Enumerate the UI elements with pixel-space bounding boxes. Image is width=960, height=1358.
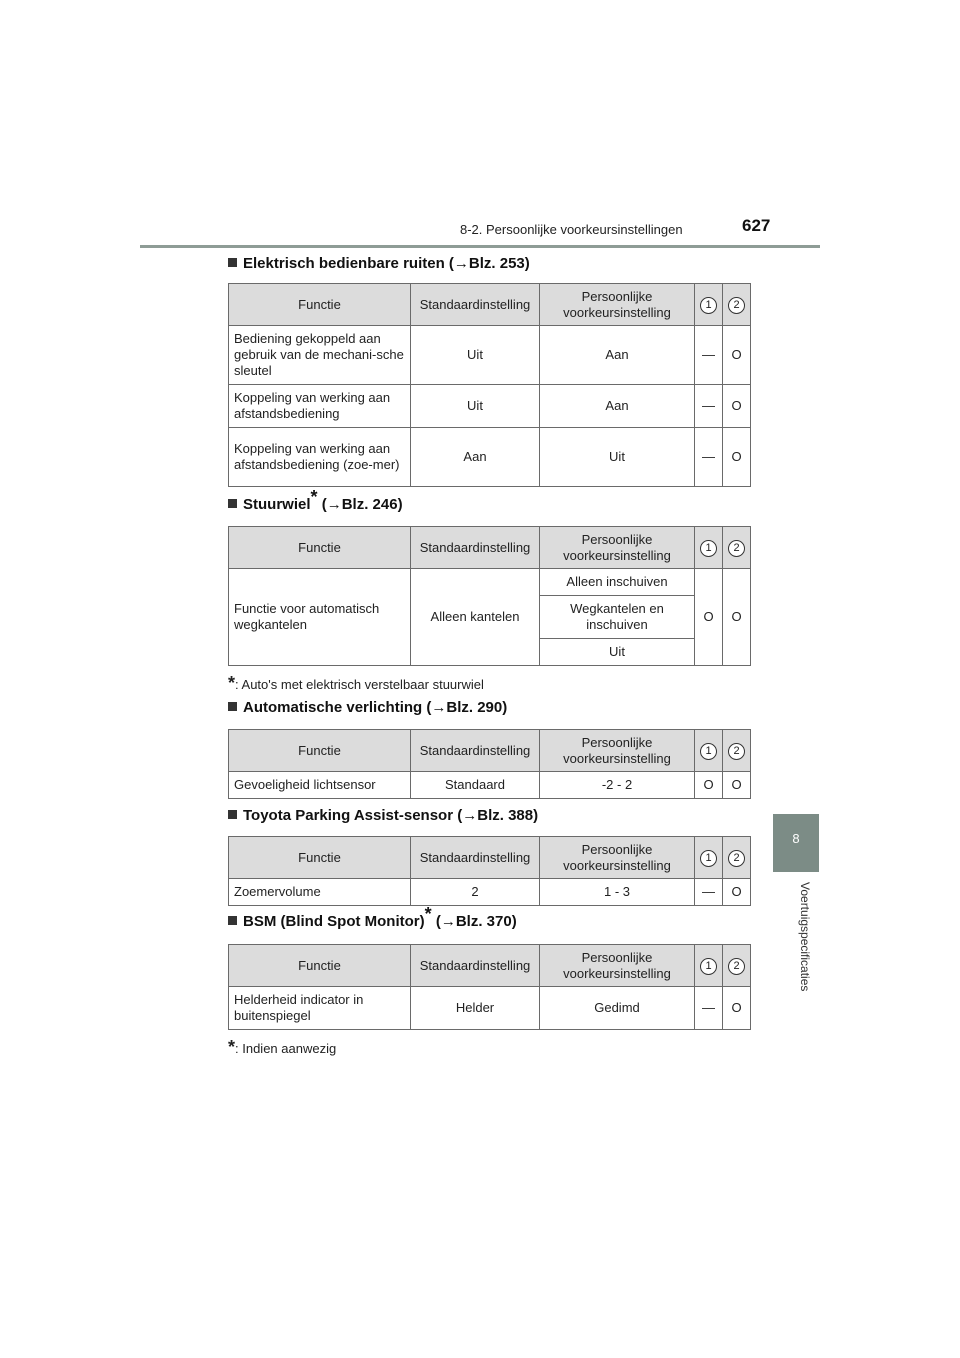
table-row: Functie voor automatisch wegkantelen Alleen kantelen Alleen inschuiven O O [229,569,751,596]
col-header-method-1 [695,837,723,879]
col-header-function: Functie [229,945,411,987]
section-heading-verlichting: Automatische verlichting (→Blz. 290) [228,699,507,716]
settings-table-bsm [228,944,751,1030]
table-row: Uit [229,639,751,666]
col-header-default: Standaardinstelling [411,284,540,326]
circled-two-icon: 2 [728,297,745,314]
col-header-default: Standaardinstelling [411,527,540,569]
col-header-function: Functie [229,837,411,879]
table-row: Koppeling van werking aan afstandsbediening (zoe-mer) Aan Uit — O [229,428,751,487]
table-row: Helderheid indicator in buitenspiegel Helder Gedimd — O [229,987,751,1030]
table-row: Wegkantelen en inschuiven [229,596,751,639]
square-bullet-icon [228,499,237,508]
settings-table-stuurwiel [228,526,751,666]
col-header-default: Standaardinstelling [411,837,540,879]
col-header-method-2 [723,945,751,987]
col-header-method-1 [695,527,723,569]
col-header-method-2 [723,837,751,879]
circled-two-icon: 2 [728,540,745,557]
settings-table-ruiten [228,283,751,487]
circled-one-icon: 1 [700,850,717,867]
section-heading-parking-assist: Toyota Parking Assist-sensor (→Blz. 388) [228,807,538,824]
col-header-function: Functie [229,527,411,569]
col-header-preference: Persoonlijke voorkeursinstelling [540,730,695,772]
footnote-bsm: *: Indien aanwezig [228,1037,337,1057]
col-header-method-1 [695,284,723,326]
col-header-method-2 [723,527,751,569]
settings-table-verlichting [228,729,751,799]
col-header-preference: Persoonlijke voorkeursinstelling [540,945,695,987]
col-header-default: Standaardinstelling [411,945,540,987]
header-divider [140,245,820,248]
col-header-preference: Persoonlijke voorkeursinstelling [540,837,695,879]
square-bullet-icon [228,916,237,925]
table-row: Bediening gekoppeld aan gebruik van de mechani-sche sleutel Uit Aan — O [229,326,751,385]
page-number: 627 [742,216,771,235]
square-bullet-icon [228,258,237,267]
circled-one-icon: 1 [700,540,717,557]
col-header-preference: Persoonlijke voorkeursinstelling [540,284,695,326]
section-heading-stuurwiel: Stuurwiel* (→Blz. 246) [228,496,403,513]
settings-table-parking-assist [228,836,751,906]
section-heading-ruiten: Elektrisch bedienbare ruiten (→Blz. 253) [228,255,530,272]
chapter-tab[interactable]: 8 [773,814,819,872]
col-header-function: Functie [229,284,411,326]
circled-one-icon: 1 [700,743,717,760]
col-header-method-1 [695,730,723,772]
chapter-label: Voertuigspecificaties [798,882,812,992]
circled-one-icon: 1 [700,297,717,314]
footnote-stuurwiel: *: Auto's met elektrisch verstelbaar stuurwiel [228,673,484,693]
table-row: Zoemervolume 2 1 - 3 — O [229,879,751,906]
circled-one-icon: 1 [700,958,717,975]
header-section-title: 8-2. Persoonlijke voorkeursinstellingen [460,222,683,237]
square-bullet-icon [228,810,237,819]
circled-two-icon: 2 [728,743,745,760]
circled-two-icon: 2 [728,850,745,867]
section-heading-bsm: BSM (Blind Spot Monitor)* (→Blz. 370) [228,913,517,930]
col-header-preference: Persoonlijke voorkeursinstelling [540,527,695,569]
col-header-default: Standaardinstelling [411,730,540,772]
col-header-method-2 [723,284,751,326]
circled-two-icon: 2 [728,958,745,975]
col-header-method-1 [695,945,723,987]
square-bullet-icon [228,702,237,711]
col-header-method-2 [723,730,751,772]
table-row: Gevoeligheid lichtsensor Standaard -2 - 2 O O [229,772,751,799]
col-header-function: Functie [229,730,411,772]
table-row: Koppeling van werking aan afstandsbediening Uit Aan — O [229,385,751,428]
